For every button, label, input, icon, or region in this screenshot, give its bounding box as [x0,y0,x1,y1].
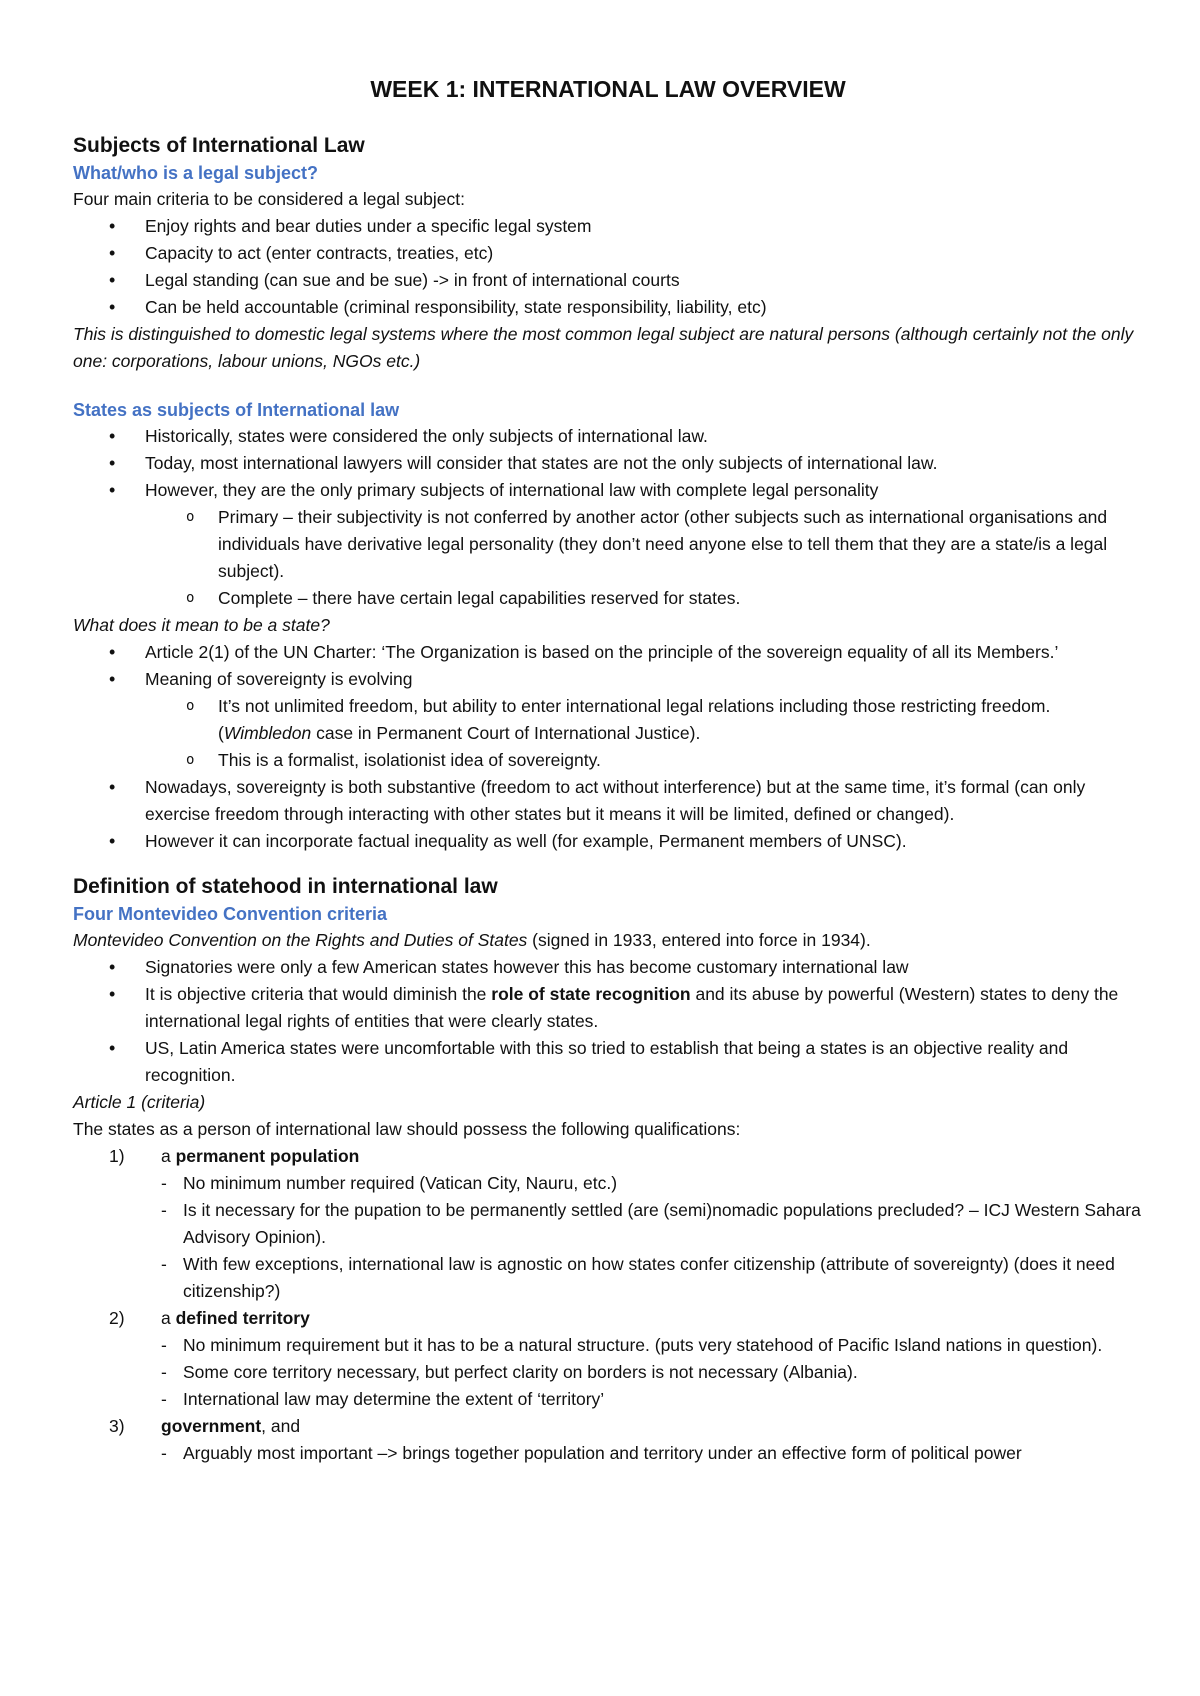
bold-term: role of state recognition [491,984,691,1004]
dash-item: - No minimum requirement but it has to be a natural structure. (puts very statehood of Pacific Island nations in question). [73,1332,1143,1359]
sub-list-item: o Complete – there have certain legal capabilities reserved for states. [73,585,1143,612]
sub-list-item: o Primary – their subjectivity is not conferred by another actor (other subjects such as international organisations and individuals have derivative legal personality (they don’t need anyone else to tell them that they are a state/is a legal subject). [73,504,1143,585]
document-page [73,70,1143,1467]
numbered-item: 1) a permanent population [109,1146,360,1166]
sub-list-item: o This is a formalist, isolationist idea of sovereignty. [73,747,1143,774]
page-title: WEEK 1: INTERNATIONAL LAW OVERVIEW [370,76,846,102]
list-item: • Today, most international lawyers will consider that states are not the only subjects of international law. [73,450,1143,477]
dash-item: - International law may determine the extent of ‘territory’ [73,1386,1143,1413]
list-item: • Capacity to act (enter contracts, treaties, etc) [73,240,1143,267]
list-item: • Can be held accountable (criminal responsibility, state responsibility, liability, etc) [73,294,1143,321]
criteria-list [73,213,1143,321]
numbered-item: 2) a defined territory [109,1308,310,1328]
state-meaning-list [73,639,1143,855]
list-item: • Nowadays, sovereignty is both substantive (freedom to act without interference) but at the same time, it’s formal (can only exercise freedom through interacting with other states but it means it will be limited, defined or changed). [73,774,1143,828]
dash-item: - With few exceptions, international law is agnostic on how states confer citizenship (attribute of sovereignty) (does it need citizenship?) [73,1251,1143,1305]
list-item: • It is objective criteria that would diminish the role of state recognition and its abuse by powerful (Western) states to deny the international legal rights of entities that were clearly states. [73,981,1143,1035]
numbered-item: 3) government, and [109,1416,301,1436]
section-heading-subjects: Subjects of International Law [73,134,365,157]
states-list [73,423,1143,612]
list-item: • Meaning of sovereignty is evolving [73,666,1143,693]
qualifications-list [73,1143,1143,1467]
paragraph-criteria-intro: Four main criteria to be considered a legal subject: [73,189,466,209]
italic-note: This is distinguished to domestic legal systems where the most common legal subject are natural persons (although certainly not the only one: corporations, labour unions, NGOs etc.) [73,324,1134,371]
list-item: • Historically, states were considered the only subjects of international law. [73,423,1143,450]
dash-item: - Arguably most important –> brings together population and territory under an effective form of political power [73,1440,1143,1467]
dash-item: - No minimum number required (Vatican City, Nauru, etc.) [73,1170,1143,1197]
paragraph-convention: Montevideo Convention on the Rights and Duties of States (signed in 1933, entered into force in 1934). [73,930,871,950]
section-heading-statehood: Definition of statehood in international law [73,875,498,898]
list-item: • Article 2(1) of the UN Charter: ‘The Organization is based on the principle of the sovereign equality of all its Members.’ [73,639,1143,666]
list-item: • However it can incorporate factual inequality as well (for example, Permanent members of UNSC). [73,828,1143,855]
list-item: • US, Latin America states were uncomfortable with this so tried to establish that being a states is an objective reality and recognition. [73,1035,1143,1089]
subheading-states: States as subjects of International law [73,400,400,420]
list-item: • Enjoy rights and bear duties under a specific legal system [73,213,1143,240]
subheading-legal-subject: What/who is a legal subject? [73,163,319,183]
article-label: Article 1 (criteria) [73,1092,206,1112]
italic-question: What does it mean to be a state? [73,615,330,635]
list-item: • Legal standing (can sue and be sue) -> in front of international courts [73,267,1143,294]
dash-item: - Some core territory necessary, but perfect clarity on borders is not necessary (Albania). [73,1359,1143,1386]
case-name: Wimbledon [223,723,312,743]
list-item: • Signatories were only a few American states however this has become customary international law [73,954,1143,981]
subheading-montevideo: Four Montevideo Convention criteria [73,904,388,924]
dash-item: - Is it necessary for the pupation to be permanently settled (are (semi)nomadic populations precluded? – ICJ Western Sahara Advisory Opinion). [73,1197,1143,1251]
list-item: • However, they are the only primary subjects of international law with complete legal personality [73,477,1143,504]
montevideo-list [73,954,1143,1089]
sub-list-item: o It’s not unlimited freedom, but ability to enter international legal relations including those restricting freedom. (Wimbledon case in Permanent Court of International Justice). [73,693,1143,747]
article-intro: The states as a person of international law should possess the following qualifications: [73,1119,741,1139]
